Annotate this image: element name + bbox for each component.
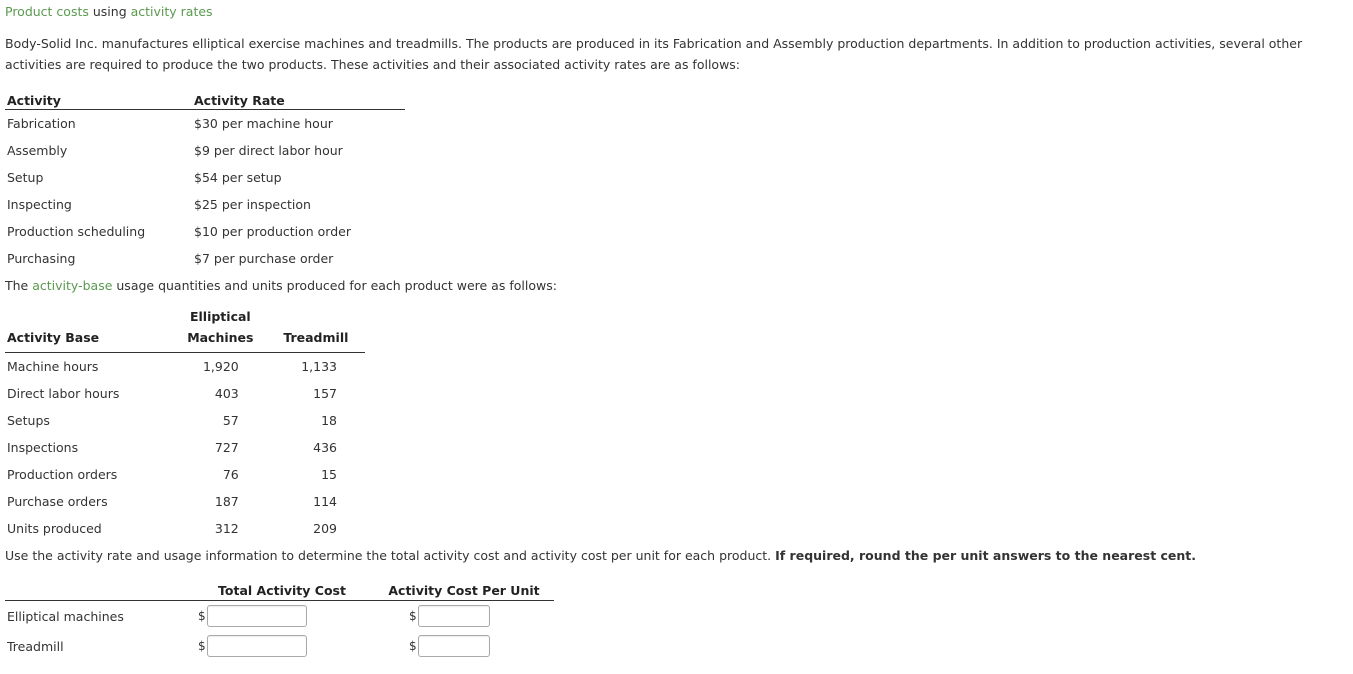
header-elliptical-machines [174,306,265,353]
total-cost-cell [190,631,372,661]
activity-rate: $30 per machine hour [194,116,333,131]
total-cost-cell [190,601,372,632]
header-activity: Activity [5,86,192,110]
treadmill-value: 436 [313,440,337,455]
activity-usage-table [5,306,365,542]
activity-base-name: Machine hours [7,359,99,374]
activity-base-name: Units produced [7,521,102,536]
table-row [5,164,405,191]
activity-name: Setup [7,170,44,185]
product-costs-link[interactable]: Product costs [5,4,89,19]
treadmill-value: 209 [313,521,337,536]
activity-rates-link[interactable]: activity rates [130,4,213,19]
header-elliptical-line1: Elliptical [189,309,251,324]
treadmill-value: 157 [313,386,337,401]
answer-table [5,578,554,661]
activity-rates-table [5,86,405,272]
elliptical-value: 727 [214,440,239,455]
table-row [5,380,365,407]
treadmill-value: 114 [313,494,337,509]
activity-rate: $9 per direct labor hour [194,143,343,158]
elliptical-value: 312 [214,521,239,536]
elliptical-value: 76 [222,467,239,482]
elliptical-cost-per-unit-input[interactable] [418,605,490,627]
instruction-body: Use the activity rate and usage information to determine the total activity cost and activity cost per unit for each product. [5,548,776,563]
activity-base-link[interactable]: activity-base [32,278,113,293]
title-connector: using [88,4,131,19]
activity-rate: $54 per setup [194,170,282,185]
table-row [5,137,405,164]
table-row [5,110,405,138]
elliptical-value: 1,920 [202,359,239,374]
instruction-rounding-note: If required, round the per unit answers to the nearest cent. [775,548,1197,563]
table-row [5,434,365,461]
per-unit-cell [372,601,554,632]
table-header-row [5,86,405,110]
treadmill-cost-per-unit-input[interactable] [418,635,490,657]
table-row [5,407,365,434]
table-row [5,191,405,218]
dollar-sign: $ [198,609,206,623]
header-elliptical-line2: Machines [187,330,254,345]
header-treadmill: Treadmill [265,306,365,353]
elliptical-value: 187 [214,494,239,509]
header-total-activity-cost: Total Activity Cost [190,578,372,601]
page-title [5,4,213,19]
treadmill-total-cost-input[interactable] [207,635,307,657]
table-row [5,461,365,488]
activity-name: Fabrication [7,116,76,131]
elliptical-total-cost-input[interactable] [207,605,307,627]
dollar-sign: $ [409,609,417,623]
header-activity-base: Activity Base [5,306,174,353]
product-label: Treadmill [7,638,64,654]
table-row [5,488,365,515]
activity-name: Production scheduling [7,224,146,239]
instruction-text [5,548,1196,563]
activity-rate: $25 per inspection [194,197,311,212]
table-header-row [5,578,554,601]
activity-base-name: Direct labor hours [7,386,120,401]
usage-intro-text: The [5,278,33,293]
activity-base-name: Inspections [7,440,79,455]
table-row [5,218,405,245]
table-row [5,631,554,661]
header-activity-rate: Activity Rate [192,86,405,110]
elliptical-value: 403 [214,386,239,401]
activity-rate: $10 per production order [194,224,351,239]
table-header-row [5,306,365,353]
treadmill-value: 15 [321,467,337,482]
activity-name: Assembly [7,143,68,158]
table-row [5,601,554,632]
activity-base-name: Purchase orders [7,494,108,509]
table-row [5,245,405,272]
dollar-sign: $ [198,639,206,653]
activity-name: Inspecting [7,197,72,212]
activity-base-name: Production orders [7,467,118,482]
usage-intro [5,278,557,293]
activity-base-name: Setups [7,413,50,428]
header-activity-cost-per-unit: Activity Cost Per Unit [372,578,554,601]
intro-paragraph: Body-Solid Inc. manufactures elliptical exercise machines and treadmills. The products are produced in its Fabrication and Assembly production departments. In addition to production activities, several other activities are required to produce the two products. These activities and their associated activity rates are as follows: [5,36,1303,72]
product-label: Elliptical machines [7,608,124,624]
table-row [5,353,365,381]
usage-intro-text-end: usage quantities and units produced for each product were as follows: [112,278,557,293]
table-row [5,515,365,542]
per-unit-cell [372,631,554,661]
header-blank [5,578,190,601]
activity-name: Purchasing [7,251,76,266]
elliptical-value: 57 [222,413,239,428]
treadmill-value: 18 [321,413,337,428]
activity-rate: $7 per purchase order [194,251,334,266]
dollar-sign: $ [409,639,417,653]
treadmill-value: 1,133 [301,359,337,374]
